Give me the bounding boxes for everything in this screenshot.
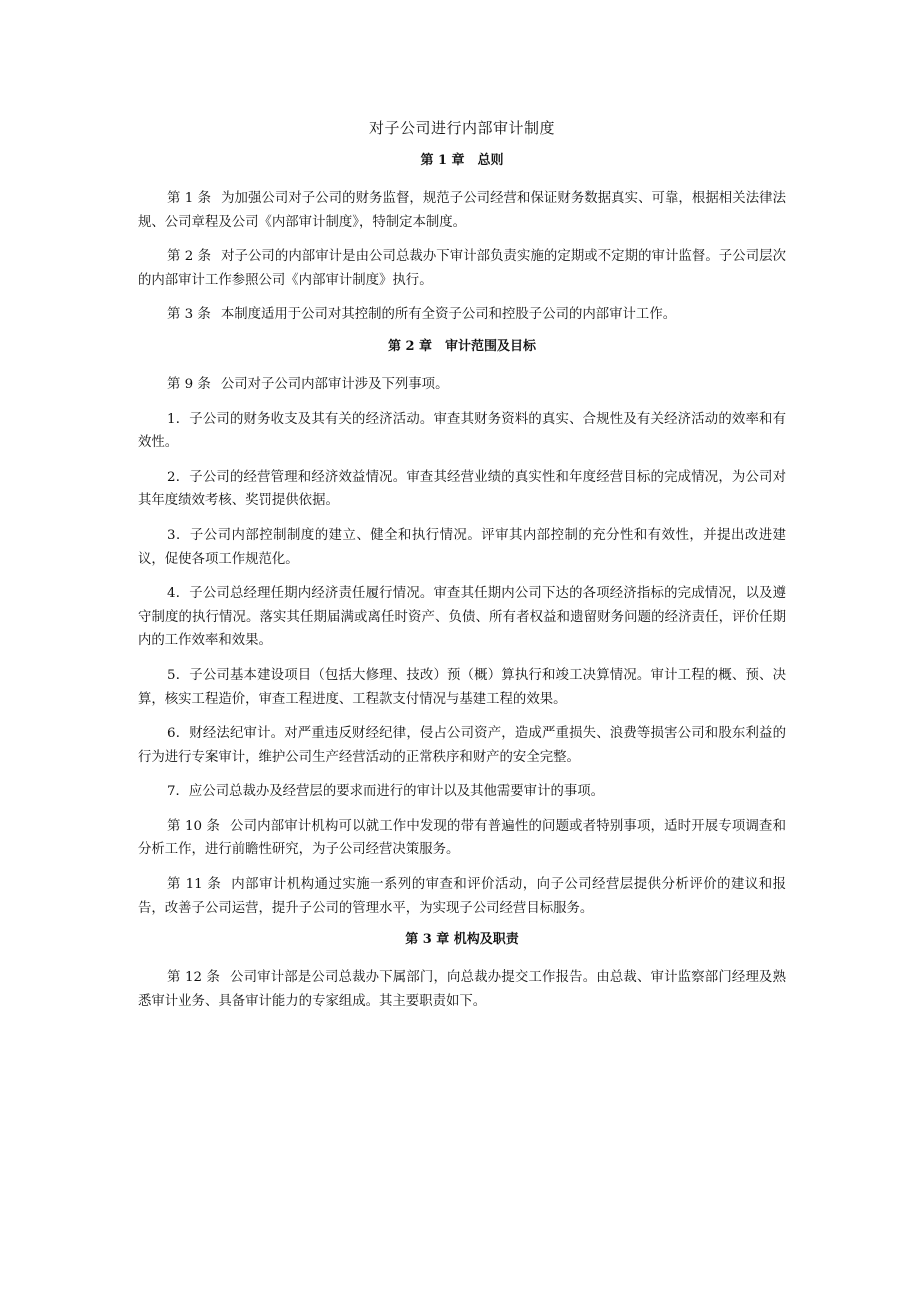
article-2-text: 对子公司的内部审计是由公司总裁办下审计部负责实施的定期或不定期的审计监督。子公司层次的内部审计工作参照公司《内部审计制度》执行。 <box>138 249 786 288</box>
article-9-number: 第 9 条 <box>167 376 211 392</box>
list-item: 4．子公司总经理任期内经济责任履行情况。审查其任期内公司下达的各项经济指标的完成情况，以及遵守制度的执行情况。落实其任期届满或离任时资产、负债、所有者权益和遗留财务问题的经济责任，评价任期内的工作效率和效果。 <box>138 586 786 649</box>
document-page <box>138 118 786 1024</box>
list-item: 7．应公司总裁办及经营层的要求而进行的审计以及其他需要审计的事项。 <box>167 784 605 800</box>
article-2-number: 第 2 条 <box>167 249 212 265</box>
list-item: 2．子公司的经营管理和经济效益情况。审查其经营业绩的真实性和年度经营目标的完成情况，为公司对其年度绩效考核、奖罚提供依据。 <box>138 469 786 509</box>
article-11-text: 内部审计机构通过实施一系列的审查和评价活动，向子公司经营层提供分析评价的建议和报告，改善子公司运营，提升子公司的管理水平，为实现子公司经营目标服务。 <box>138 877 786 916</box>
chapter-3-heading: 第 3 章 机构及职责 <box>405 932 519 948</box>
document-title: 对子公司进行内部审计制度 <box>368 119 555 137</box>
article-10 <box>138 815 786 862</box>
article-10-text: 公司内部审计机构可以就工作中发现的带有普遍性的问题或者特别事项，适时开展专项调查和分析工作，进行前瞻性研究，为子公司经营决策服务。 <box>138 818 786 858</box>
chapter-1-heading: 第 1 章 总则 <box>420 153 504 168</box>
article-3-text: 本制度适用于公司对其控制的所有全资子公司和控股子公司的内部审计工作。 <box>220 307 677 323</box>
article-3-number: 第 3 条 <box>167 307 211 323</box>
list-item: 1．子公司的财务收支及其有关的经济活动。审查其财务资料的真实、合规性及有关经济活动的效率和有效性。 <box>138 411 786 451</box>
article-12 <box>138 966 786 1013</box>
article-12-number: 第 12 条 <box>167 970 221 986</box>
article-9-text: 公司对子公司内部审计涉及下列事项。 <box>220 376 449 392</box>
article-11 <box>138 873 786 920</box>
article-3 <box>138 303 786 327</box>
article-1-number: 第 1 条 <box>167 191 212 206</box>
article-12-text: 公司审计部是公司总裁办下属部门，向总裁办提交工作报告。由总裁、审计监察部门经理及熟悉审计业务、具备审计能力的专家组成。其主要职责如下。 <box>138 970 786 1009</box>
list-item: 5．子公司基本建设项目（包括大修理、技改）预（概）算执行和竣工决算情况。审计工程的概、预、决算，核实工程造价，审查工程进度、工程款支付情况与基建工程的效果。 <box>138 667 786 707</box>
article-9 <box>138 373 786 397</box>
article-1 <box>138 187 786 234</box>
chapter-2-heading: 第 2 章 审计范围及目标 <box>387 338 537 354</box>
list-item: 6．财经法纪审计。对严重违反财经纪律，侵占公司资产，造成严重损失、浪费等损害公司和股东利益的行为进行专案审计，维护公司生产经营活动的正常秩序和财产的安全完整。 <box>138 726 786 765</box>
article-10-number: 第 10 条 <box>167 818 221 834</box>
article-1-text: 为加强公司对子公司的财务监督，规范子公司经营和保证财务数据真实、可靠，根据相关法律法规、公司章程及公司《内部审计制度》，特制定本制度。 <box>138 191 786 230</box>
article-11-number: 第 11 条 <box>167 877 222 893</box>
list-item: 3．子公司内部控制制度的建立、健全和执行情况。评审其内部控制的充分性和有效性，并提出改进建议，促使各项工作规范化。 <box>138 527 786 567</box>
article-2 <box>138 245 786 292</box>
